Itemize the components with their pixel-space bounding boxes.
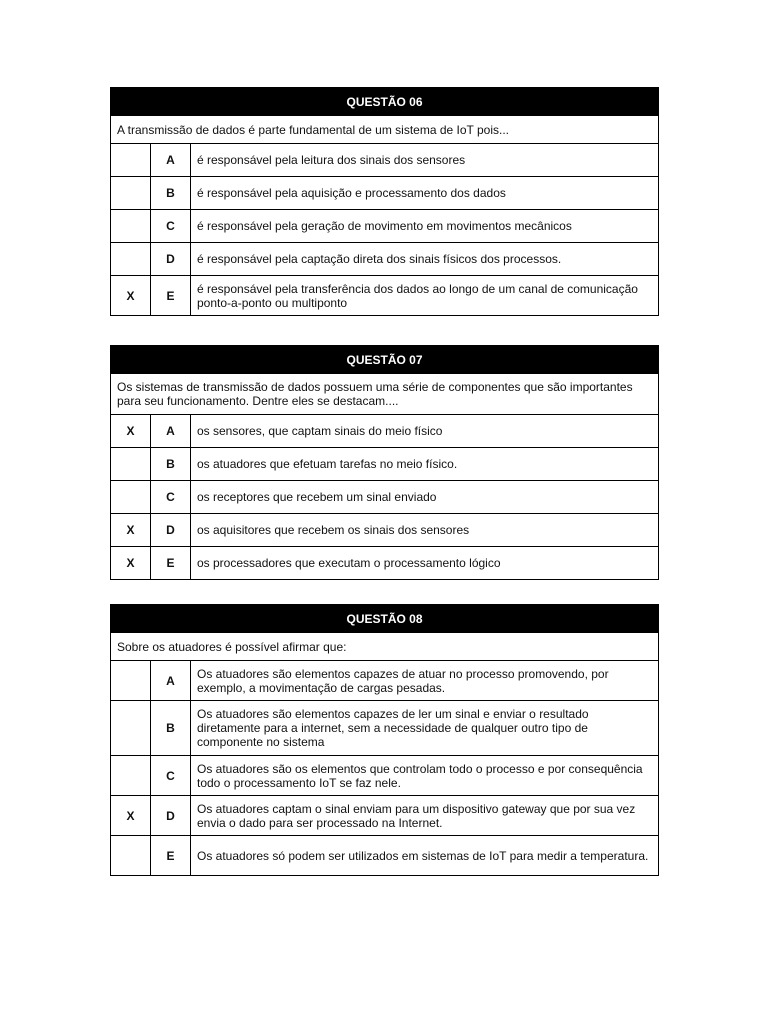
answer-mark (111, 756, 151, 796)
option-letter: C (151, 210, 191, 243)
answer-mark: X (111, 796, 151, 836)
answer-mark (111, 836, 151, 876)
option-row (111, 547, 659, 580)
answer-mark (111, 144, 151, 177)
option-text: Os atuadores são elementos capazes de atuar no processo promovendo, por exemplo, a movimentação de cargas pesadas. (191, 661, 659, 701)
option-letter: E (151, 836, 191, 876)
option-row (111, 481, 659, 514)
answer-mark (111, 243, 151, 276)
option-row (111, 514, 659, 547)
option-row (111, 796, 659, 836)
option-text: Os atuadores só podem ser utilizados em sistemas de IoT para medir a temperatura. (191, 836, 659, 876)
option-letter: E (151, 547, 191, 580)
option-text: é responsável pela transferência dos dados ao longo de um canal de comunicação ponto-a-ponto ou multiponto (191, 276, 659, 316)
option-text: é responsável pela captação direta dos sinais físicos dos processos. (191, 243, 659, 276)
option-letter: D (151, 514, 191, 547)
option-text: os sensores, que captam sinais do meio físico (191, 415, 659, 448)
question-statement: Os sistemas de transmissão de dados possuem uma série de componentes que são importantes para seu funcionamento. Dentre eles se destacam.... (111, 374, 659, 415)
option-row (111, 701, 659, 756)
option-row (111, 177, 659, 210)
option-row (111, 448, 659, 481)
option-letter: C (151, 481, 191, 514)
option-letter: B (151, 448, 191, 481)
option-letter: A (151, 661, 191, 701)
option-letter: B (151, 177, 191, 210)
option-text: os processadores que executam o processamento lógico (191, 547, 659, 580)
answer-mark (111, 177, 151, 210)
option-row (111, 144, 659, 177)
option-text: é responsável pela aquisição e processamento dos dados (191, 177, 659, 210)
option-letter: C (151, 756, 191, 796)
option-row (111, 415, 659, 448)
option-letter: B (151, 701, 191, 756)
option-text: é responsável pela geração de movimento em movimentos mecânicos (191, 210, 659, 243)
question-statement: A transmissão de dados é parte fundamental de um sistema de IoT pois... (111, 116, 659, 144)
answer-mark: X (111, 547, 151, 580)
question-title: QUESTÃO 07 (111, 346, 659, 374)
answer-mark (111, 481, 151, 514)
option-text: Os atuadores são os elementos que controlam todo o processo e por consequência todo o processamento IoT se faz nele. (191, 756, 659, 796)
option-row (111, 276, 659, 316)
answer-mark: X (111, 415, 151, 448)
option-text: Os atuadores são elementos capazes de ler um sinal e enviar o resultado diretamente para a internet, sem a necessidade de qualquer outro tipo de componente no sistema (191, 701, 659, 756)
question-title: QUESTÃO 08 (111, 605, 659, 633)
answer-mark (111, 661, 151, 701)
option-row (111, 661, 659, 701)
answer-mark: X (111, 514, 151, 547)
option-letter: E (151, 276, 191, 316)
option-row (111, 243, 659, 276)
question-title: QUESTÃO 06 (111, 88, 659, 116)
question-statement: Sobre os atuadores é possível afirmar que: (111, 633, 659, 661)
option-row (111, 210, 659, 243)
answer-mark (111, 701, 151, 756)
option-letter: D (151, 796, 191, 836)
option-text: os aquisitores que recebem os sinais dos sensores (191, 514, 659, 547)
option-row (111, 836, 659, 876)
option-text: os atuadores que efetuam tarefas no meio físico. (191, 448, 659, 481)
option-letter: A (151, 415, 191, 448)
option-text: é responsável pela leitura dos sinais dos sensores (191, 144, 659, 177)
answer-mark: X (111, 276, 151, 316)
question-07-table (110, 345, 659, 580)
option-letter: A (151, 144, 191, 177)
option-letter: D (151, 243, 191, 276)
option-text: os receptores que recebem um sinal enviado (191, 481, 659, 514)
question-06-table (110, 87, 659, 316)
answer-mark (111, 210, 151, 243)
option-text: Os atuadores captam o sinal enviam para um dispositivo gateway que por sua vez envia o dado para ser processado na Internet. (191, 796, 659, 836)
question-08-table (110, 604, 659, 876)
option-row (111, 756, 659, 796)
answer-mark (111, 448, 151, 481)
